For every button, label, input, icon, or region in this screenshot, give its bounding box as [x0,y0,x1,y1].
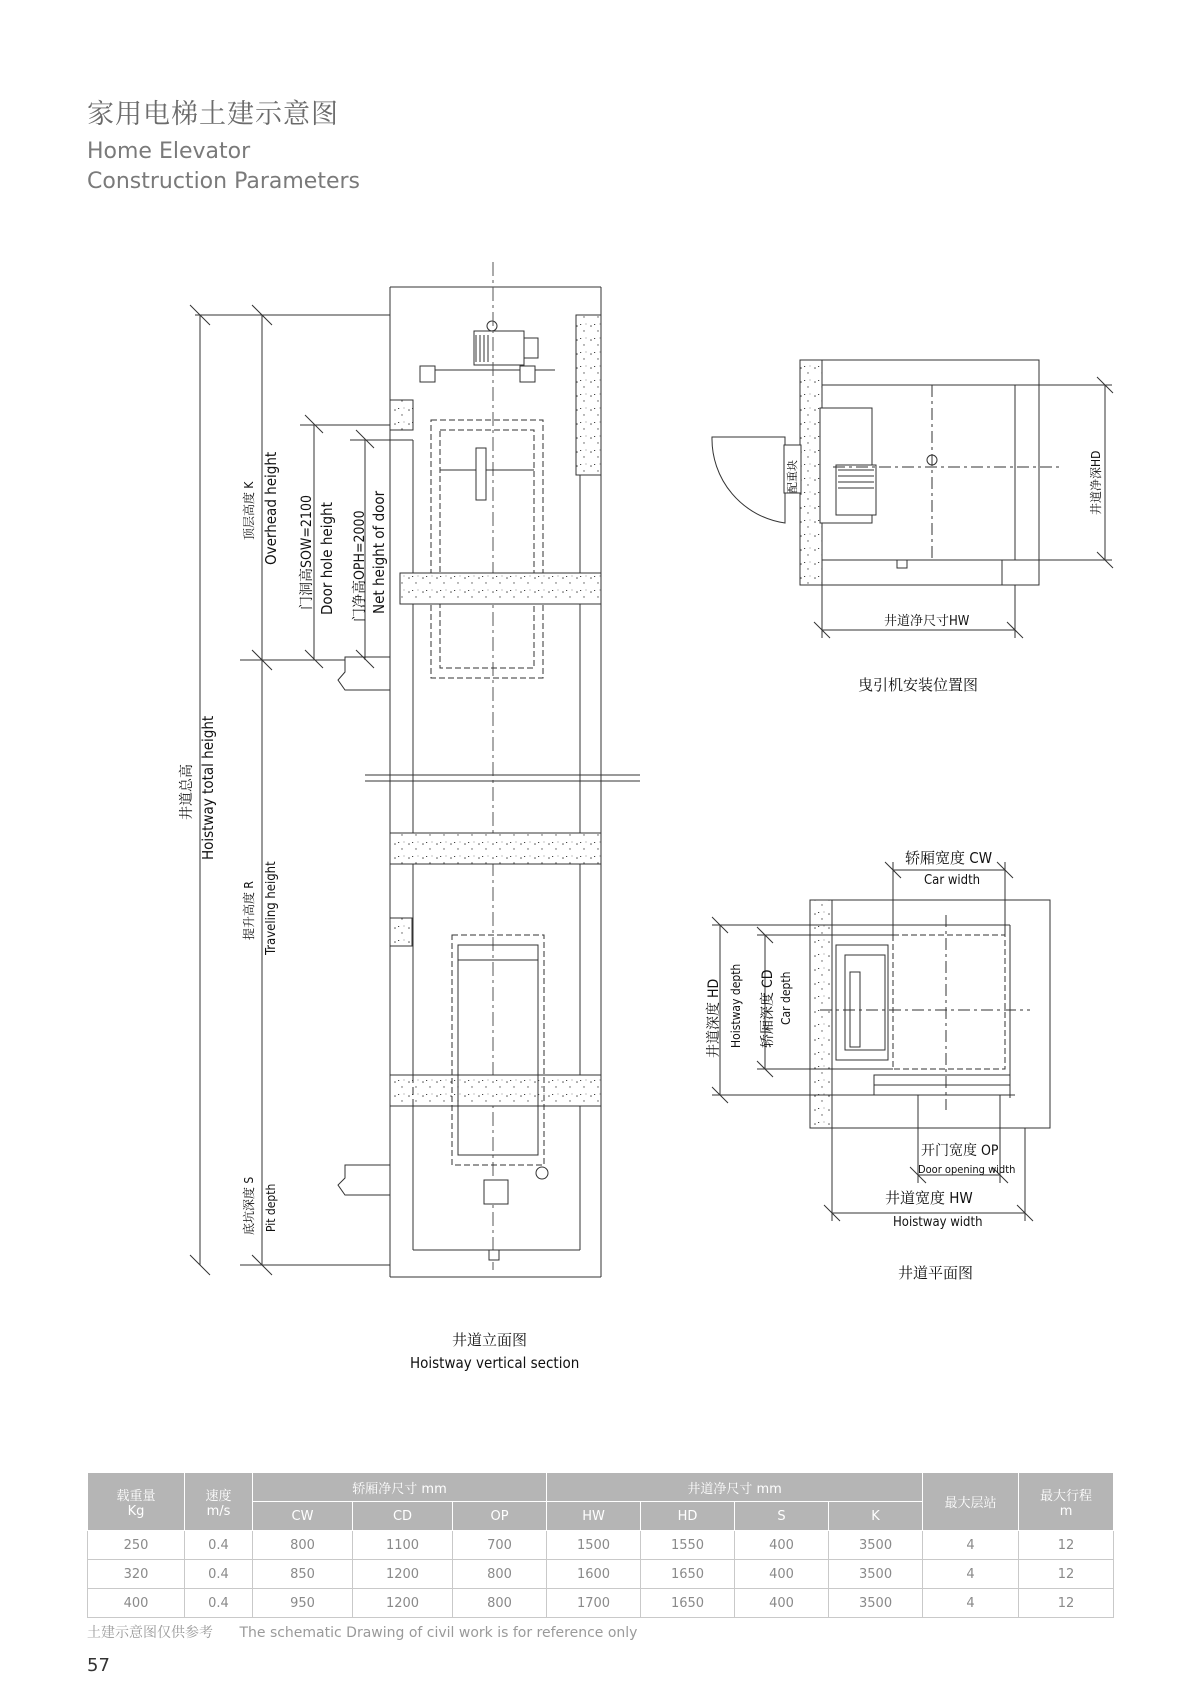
table-cell: 1500 [547,1531,641,1560]
plan-hw-label-cn: 井道宽度 HW [885,1189,973,1207]
plan-hd-label-cn: 井道深度 HD [706,978,722,1058]
table-cell: 3500 [829,1589,923,1618]
table-cell: 320 [88,1560,185,1589]
header-cd: CD [353,1502,453,1531]
table-cell: 1550 [641,1531,735,1560]
table-cell: 0.4 [185,1589,253,1618]
reference-note [87,1622,659,1642]
header-op: OP [453,1502,547,1531]
header-car-size: 轿厢净尺寸 mm [253,1473,547,1502]
table-row [88,1531,1114,1560]
table-cell: 12 [1019,1560,1114,1589]
total-height-label-en: Hoistway total height [199,715,217,860]
plan-op-label-en: Door opening width [918,1163,1016,1176]
table-cell: 4 [923,1560,1019,1589]
door-hole-label-cn: 门洞高SOW=2100 [299,495,315,610]
header-travel-unit: m [1059,1503,1073,1519]
page-title-cn: 家用电梯土建示意图 [87,99,339,130]
travel-height-label-en: Traveling height [264,861,279,955]
page-number: 57 [87,1655,110,1676]
vertical-section [190,262,640,1277]
header-shaft-size: 井道净尺寸 mm [547,1473,923,1502]
plan-cw-label-cn: 轿厢宽度 CW [905,849,993,867]
overhead-label-en: Overhead height [262,451,280,565]
plan-op-label-cn: 开门宽度 OP [921,1143,999,1159]
table-cell: 3500 [829,1531,923,1560]
table-row [88,1589,1114,1618]
header-cw: CW [253,1502,353,1531]
table-cell: 3500 [829,1560,923,1589]
table-cell: 1600 [547,1560,641,1589]
title-en-line1: Home Elevator [87,139,251,164]
reference-note-cn: 土建示意图仅供参考 [87,1625,213,1641]
door-net-label-cn: 门净高OPH=2000 [352,510,368,622]
plan-cd-label-en: Car depth [779,971,793,1025]
header-speed-unit: m/s [206,1503,231,1519]
traction-machine-icon [420,321,555,382]
door-hole-label-en: Door hole height [318,502,336,615]
header-hw: HW [547,1502,641,1531]
header-load [88,1473,185,1531]
pit-depth-label-cn: 底坑深度 S [242,1176,256,1235]
pit-depth-label-en: Pit depth [264,1183,278,1232]
table-cell: 250 [88,1531,185,1560]
table-cell: 1200 [353,1560,453,1589]
table-cell: 400 [735,1560,829,1589]
total-height-label-cn: 井道总高 [179,764,195,820]
table-cell: 4 [923,1531,1019,1560]
counterweight-label: 配重块 [786,460,799,493]
table-cell: 1650 [641,1589,735,1618]
header-speed-cn: 速度 [205,1488,232,1504]
header-s: S [735,1502,829,1531]
table-cell: 400 [735,1589,829,1618]
header-hd: HD [641,1502,735,1531]
machine-position-plan [712,360,1113,638]
table-cell: 0.4 [185,1560,253,1589]
plan-hw-label-en: Hoistway width [893,1215,983,1230]
plan-caption: 井道平面图 [898,1264,974,1282]
plan-cw-label-en: Car width [924,873,981,888]
table-cell: 800 [453,1560,547,1589]
header-max-travel [1019,1473,1114,1531]
header-k: K [829,1502,923,1531]
table-row [88,1560,1114,1589]
table-cell: 850 [253,1560,353,1589]
header-travel-cn: 最大行程 [1040,1488,1093,1504]
table-cell: 400 [88,1589,185,1618]
header-load-cn: 载重量 [116,1488,156,1504]
table-cell: 700 [453,1531,547,1560]
table-cell: 4 [923,1589,1019,1618]
table-cell: 1200 [353,1589,453,1618]
parameters-table [87,1472,1113,1618]
header-max-floors: 最大层站 [923,1473,1019,1531]
plan-cd-label-cn: 轿厢深度 CD [760,969,776,1048]
table-cell: 400 [735,1531,829,1560]
title-en-line2: Construction Parameters [87,169,360,194]
machine-plan-caption: 曳引机安装位置图 [858,676,979,694]
reference-note-en: The schematic Drawing of civil work is for reference only [239,1625,638,1641]
table-cell: 800 [253,1531,353,1560]
machine-hd-label: 井道净深HD [1089,450,1103,515]
table-cell: 1650 [641,1560,735,1589]
overhead-label-cn: 顶层高度 K [242,481,256,540]
table-cell: 12 [1019,1531,1114,1560]
table-cell: 1100 [353,1531,453,1560]
plan-hd-label-en: Hoistway depth [729,963,743,1048]
table-cell: 12 [1019,1589,1114,1618]
header-load-unit: Kg [127,1503,145,1519]
header-speed [185,1473,253,1531]
table-cell: 800 [453,1589,547,1618]
vertical-section-caption-en: Hoistway vertical section [410,1354,580,1372]
table-cell: 1700 [547,1589,641,1618]
table-cell: 950 [253,1589,353,1618]
travel-height-label-cn: 提升高度 R [242,881,256,940]
vertical-section-caption-cn: 井道立面图 [452,1331,528,1349]
door-net-label-en: Net height of door [370,490,388,614]
table-cell: 0.4 [185,1531,253,1560]
machine-hw-label: 井道净尺寸HW [884,614,970,629]
